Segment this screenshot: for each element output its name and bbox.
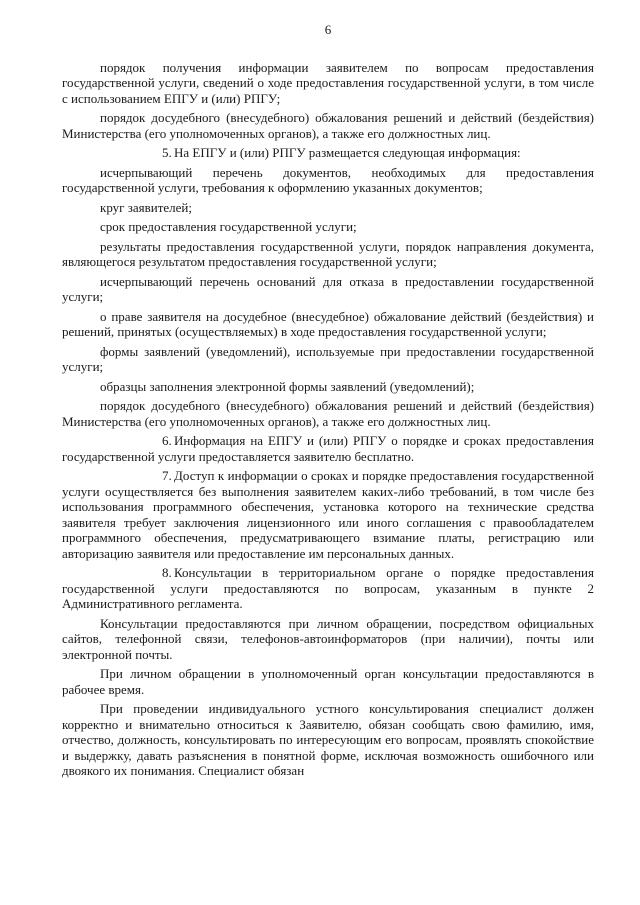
paragraph: исчерпывающий перечень документов, необходимых для предоставления государственной услуги, требования к оформлению указанных документов; [62,164,594,195]
paragraph: о праве заявителя на досудебное (внесудебное) обжалование действий (бездействия) и решений, принятых (осуществляемых) в ходе предоставления государственной услуги; [62,308,594,339]
numbered-paragraph [62,565,594,612]
paragraph: образцы заполнения электронной формы заявлений (уведомлений); [100,378,475,394]
paragraph: При проведении индивидуального устного консультирования специалист должен корректно и внимательно относиться к Заявителю, обязан сообщать свою фамилию, имя, отчество, должность, консультировать по интересующим его вопросам, проявлять спокойствие и выдержку, давать разъяснения в понятной форме, исключая возможность ошибочного или двоякого их понимания. Специалист обязан [62,701,594,778]
paragraph: формы заявлений (уведомлений), используемые при предоставлении государственной услуги; [62,343,594,374]
paragraph: порядок досудебного (внесудебного) обжалования решений и действий (бездействия) Министерства (его уполномоченных органов), а также его должностных лиц. [62,398,594,429]
paragraph: Консультации предоставляются при личном обращении, посредством официальных сайтов, телефонной связи, телефонов-автоинформаторов (при наличии), почты или электронной почты. [62,615,594,662]
paragraph-number: 6. [162,433,172,448]
document-page [62,22,594,783]
paragraph: срок предоставления государственной услуги; [100,219,357,234]
paragraph-text: Консультации в территориальном органе о порядке предоставления государственной услуги предоставляются по вопросам, указанным в пункте 2 Административного регламента. [62,565,594,611]
paragraph: порядок досудебного (внесудебного) обжалования решений и действий (бездействия) Министерства (его уполномоченных органов), а также его должностных лиц. [62,110,594,141]
page-number: 6 [324,22,332,37]
paragraph: круг заявителей; [100,199,192,215]
numbered-paragraph [62,468,594,561]
paragraph-text: Информация на ЕПГУ и (или) РПГУ о порядке и сроках предоставления государственной услуги предоставляется заявителю бесплатно. [62,433,594,464]
paragraph-number: 7. [162,468,172,483]
paragraph-number: 5. [162,145,172,160]
numbered-paragraph [62,433,594,464]
paragraph: порядок получения информации заявителем по вопросам предоставления государственной услуги, сведений о ходе предоставления государственной услуги, в том числе с использованием ЕПГУ и (или) РПГУ; [62,59,594,106]
paragraph-number: 8. [162,565,172,580]
numbered-paragraph [62,145,594,161]
paragraph: исчерпывающий перечень оснований для отказа в предоставлении государственной услуги; [62,273,594,304]
paragraph-text: На ЕПГУ и (или) РПГУ размещается следующая информация: [174,145,521,160]
paragraph: результаты предоставления государственной услуги, порядок направления документа, являющегося результатом предоставления государственной услуги; [62,238,594,269]
paragraph-text: Доступ к информации о сроках и порядке предоставления государственной услуги осуществляется без выполнения заявителем каких-либо требований, в том числе без использования программного обеспечения, установка которого на технические средства заявителя требует заключения лицензионного или иного соглашения с правообладателем программного обеспечения, предусматривающего взимание платы, регистрацию или авторизацию заявителя или предоставление им персональных данных. [62,468,594,561]
paragraph: При личном обращении в уполномоченный орган консультации предоставляются в рабочее время. [62,666,594,697]
